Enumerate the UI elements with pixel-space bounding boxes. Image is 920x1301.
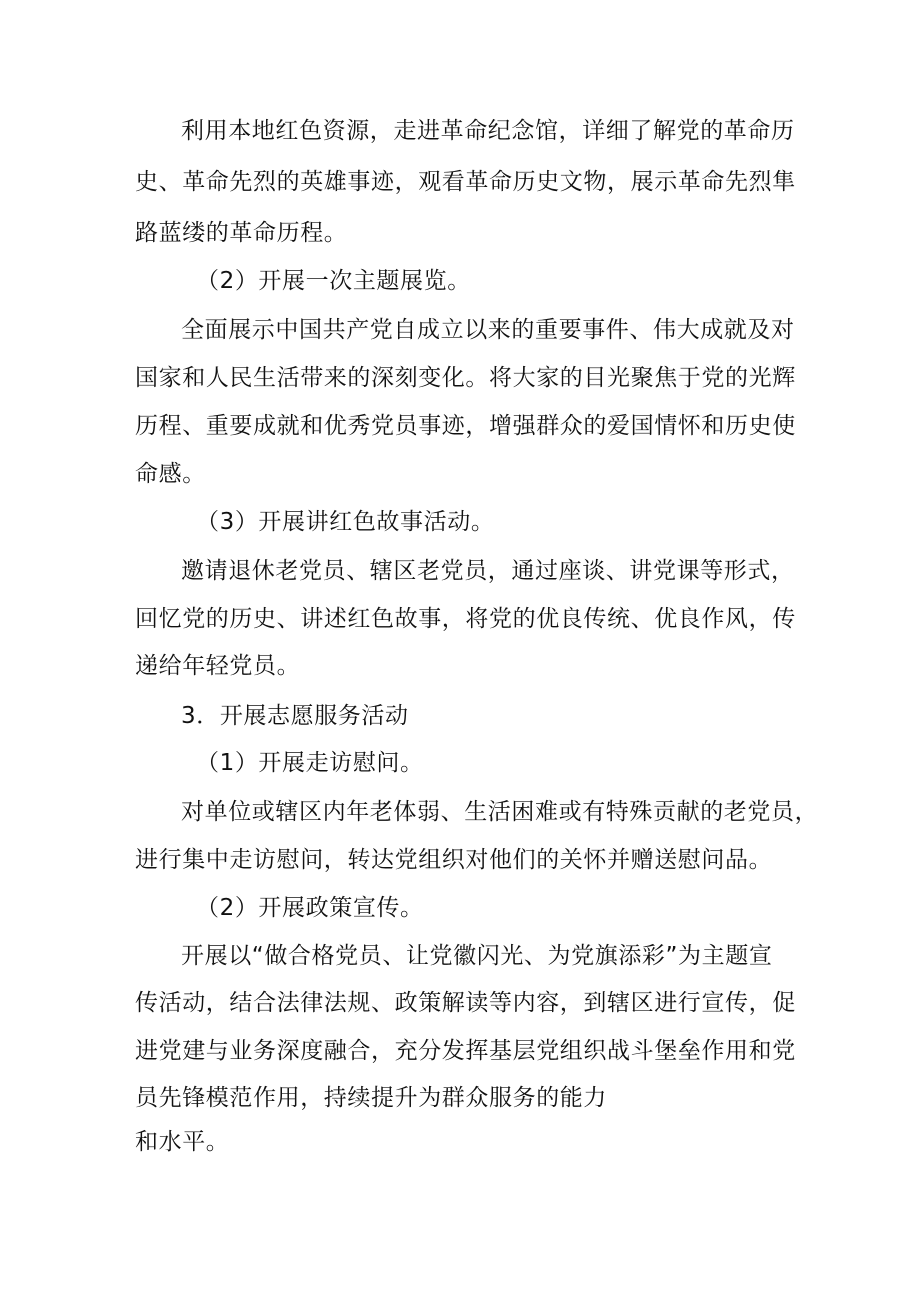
paragraph-4-line-2: 进行集中走访慰问，转达党组织对他们的关怀并赠送慰问品。: [135, 847, 773, 873]
paragraph-5-line-5: 和水平。: [135, 1129, 230, 1155]
paragraph-5-line-2: 传活动，结合法律法规、政策解读等内容，到辖区进行宣传，促: [135, 990, 796, 1016]
subheading-policy: （2）开展政策宣传。: [196, 895, 424, 921]
subheading-visits: （1）开展走访慰问。: [196, 750, 424, 776]
subheading-exhibition: （2）开展一次主题展览。: [196, 268, 471, 294]
paragraph-5-line-1: 开展以“做合格党员、让党徽闪光、为党旗添彩”为主题宣: [181, 943, 773, 969]
paragraph-3-line-2: 回忆党的历史、讲述红色故事，将党的优良传统、优良作风，传: [135, 606, 796, 632]
paragraph-3-line-3: 递给年轻党员。: [135, 653, 301, 679]
paragraph-2-line-2: 国家和人民生活带来的深刻变化。将大家的目光聚焦于党的光辉: [135, 365, 796, 391]
paragraph-2-line-1: 全面展示中国共产党自成立以来的重要事件、伟大成就及对: [181, 317, 795, 343]
paragraph-1-line-1: 利用本地红色资源，走进革命纪念馆，详细了解党的革命历: [181, 118, 795, 144]
paragraph-2-line-3: 历程、重要成就和优秀党员事迹，增强群众的爱国情怀和历史使: [135, 413, 796, 439]
paragraph-1-line-3: 路蓝缕的革命历程。: [135, 220, 348, 246]
paragraph-2-line-4: 命感。: [135, 461, 206, 487]
paragraph-5-line-4: 员先锋模范作用，持续提升为群众服务的能力: [135, 1085, 607, 1111]
subheading-red-stories: （3）开展讲红色故事活动。: [196, 509, 495, 535]
paragraph-3-line-1: 邀请退休老党员、辖区老党员，通过座谈、讲党课等形式，: [181, 558, 795, 584]
paragraph-1-line-2: 史、革命先烈的英雄事迹，观看革命历史文物，展示革命先烈隼: [135, 169, 796, 195]
paragraph-4-line-1: 对单位或辖区内年老体弱、生活困难或有特殊贡献的老党员，: [181, 799, 819, 825]
section-heading-volunteer: 3．开展志愿服务活动: [181, 703, 409, 729]
paragraph-5-line-3: 进党建与业务深度融合，充分发挥基层党组织战斗堡垒作用和党: [135, 1038, 796, 1064]
